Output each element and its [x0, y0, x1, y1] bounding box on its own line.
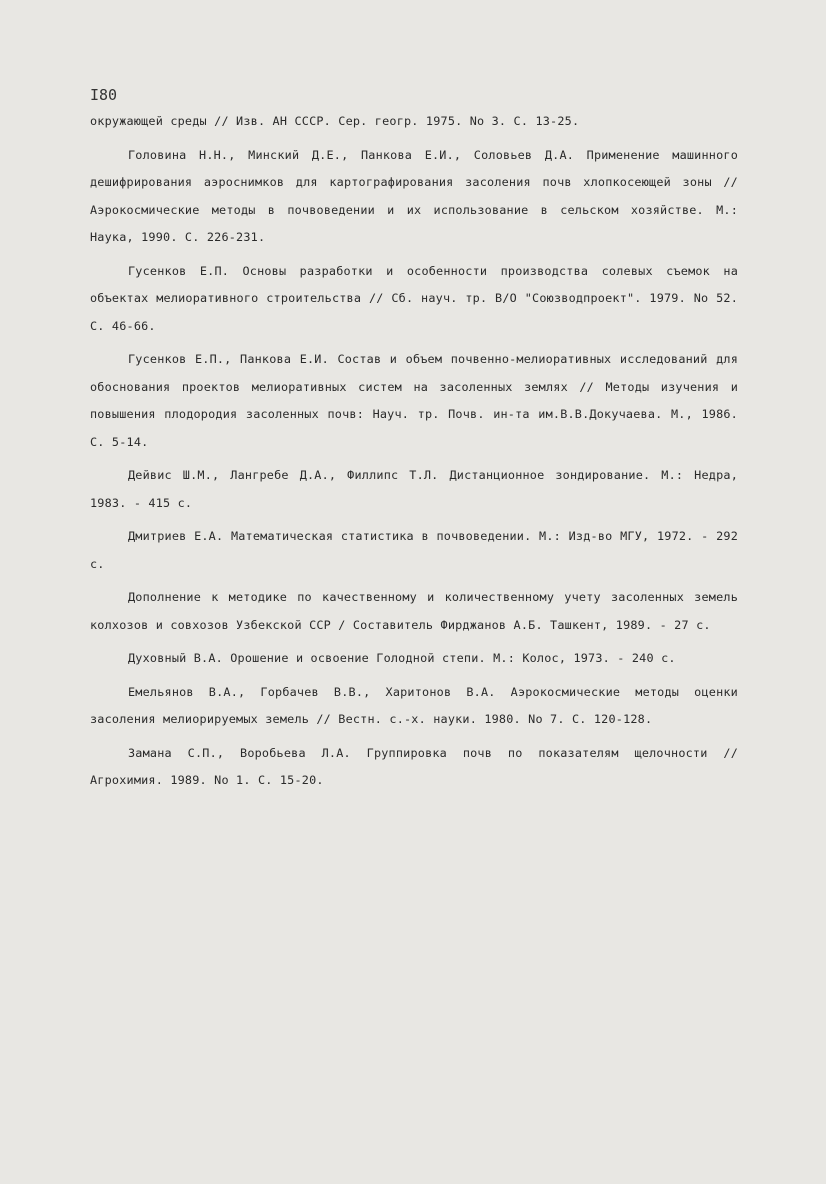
- reference-entry: Дмитриев Е.А. Математическая статистика в почвоведении. М.: Изд-во МГУ, 1972. - 292 с.: [90, 529, 738, 571]
- reference-entry: Гусенков Е.П., Панкова Е.И. Состав и объем почвенно-мелиоративных исследований для обоснования проектов мелиоративных систем на засоленных землях // Методы изучения и повышения плодородия засоленных почв: Науч. тр. Почв. ин-та им.В.В.Докучаева. М., 1986. С. 5-14.: [90, 352, 738, 449]
- reference-entry: Духовный В.А. Орошение и освоение Голодной степи. М.: Колос, 1973. - 240 с.: [128, 651, 676, 665]
- reference-list: [90, 108, 738, 801]
- reference-entry: Замана С.П., Воробьева Л.А. Группировка почв по показателям щелочности // Агрохимия. 1989. No 1. С. 15-20.: [90, 745, 738, 787]
- reference-entry: Дейвис Ш.М., Лангребе Д.А., Филлипс Т.Л. Дистанционное зондирование. М.: Недра, 1983. - 415 с.: [90, 468, 738, 510]
- page-number: I80: [90, 86, 118, 104]
- reference-entry: Гусенков Е.П. Основы разработки и особенности производства солевых съемок на объектах мелиоративного строительства // Сб. науч. тр. В/О "Союзводпроект". 1979. No 52. С. 46-66.: [90, 263, 738, 333]
- reference-entry: Головина Н.Н., Минский Д.Е., Панкова Е.И., Соловьев Д.А. Применение машинного дешифрирования аэроснимков для картографирования засоления почв хлопкосеющей зоны // Аэрокосмические методы в почвоведении и их использование в сельском хозяйстве. М.: Наука, 1990. С. 226-231.: [90, 147, 738, 244]
- reference-entry: Дополнение к методике по качественному и количественному учету засоленных земель колхозов и совхозов Узбекской ССР / Составитель Фирджанов А.Б. Ташкент, 1989. - 27 с.: [90, 590, 738, 632]
- reference-entry: Емельянов В.А., Горбачев В.В., Харитонов В.А. Аэрокосмические методы оценки засоления мелиорируемых земель // Вестн. с.-х. науки. 1980. No 7. С. 120-128.: [90, 684, 738, 726]
- reference-entry: окружающей среды // Изв. АН СССР. Сер. геогр. 1975. No 3. С. 13-25.: [90, 114, 580, 128]
